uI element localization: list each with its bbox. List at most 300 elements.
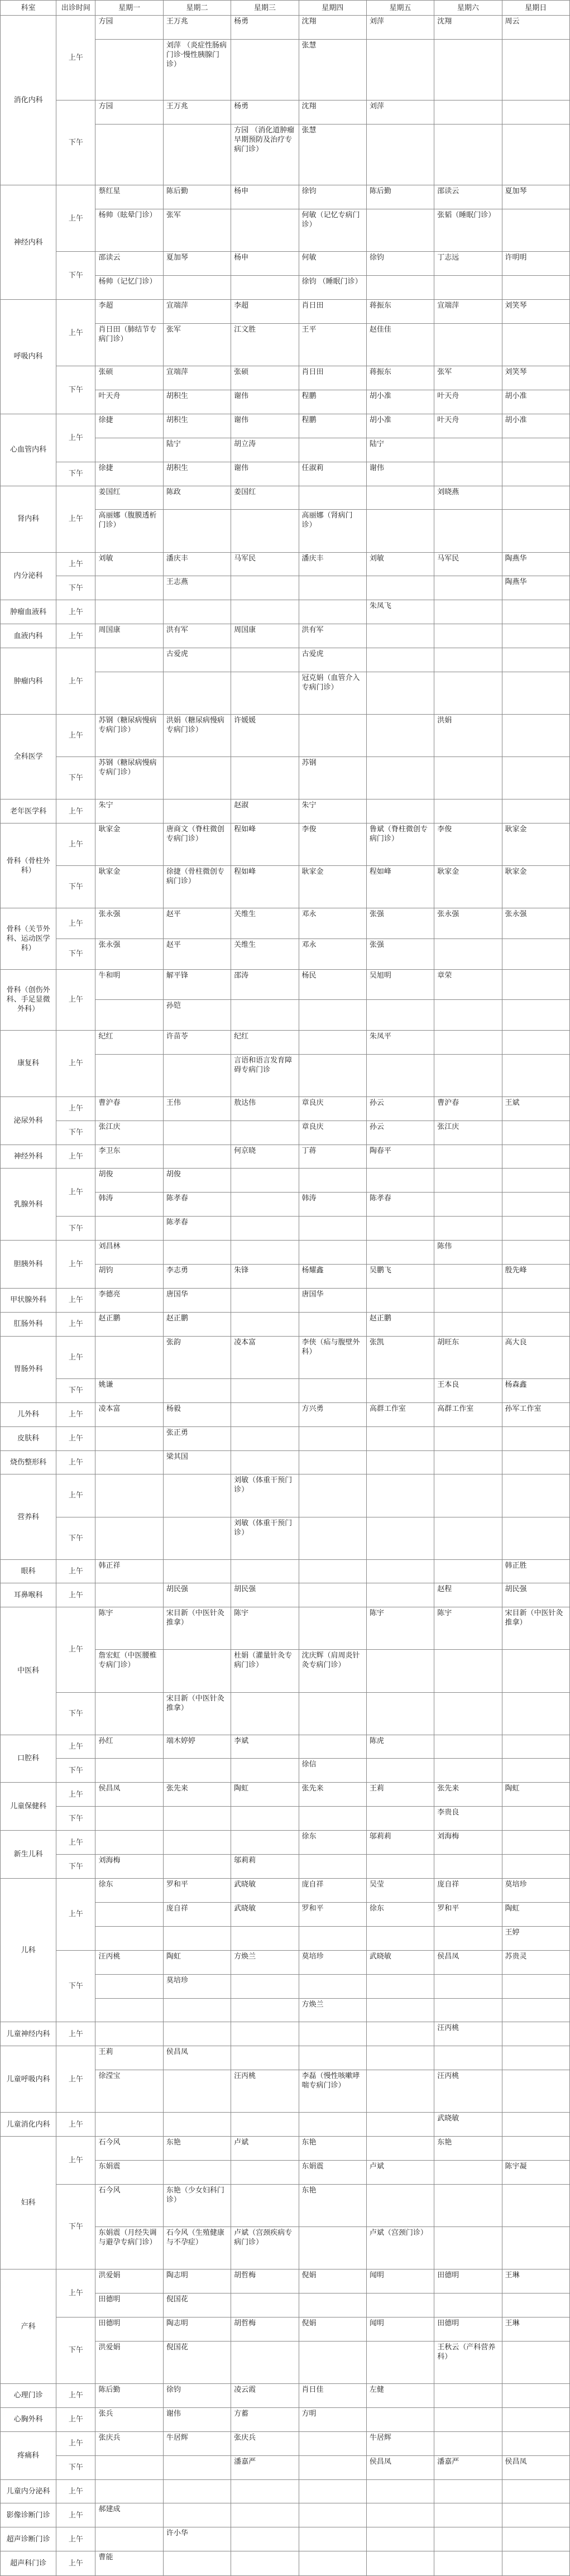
doctor-cell: 东娟震（月经失调与避孕专病门诊） [95, 2227, 163, 2269]
doctor-cell: 陶虹 [502, 1783, 569, 1807]
doctor-cell: 洪爱娟 [95, 2269, 163, 2293]
doctor-cell: 宣端萍 [434, 300, 502, 324]
doctor-cell: 曹能 [95, 2551, 163, 2576]
doctor-cell [299, 715, 366, 757]
doctor-cell: 牛和明 [95, 969, 163, 1000]
department-name: 康复科 [1, 1030, 56, 1097]
session-period: 下午 [56, 1217, 95, 1241]
doctor-cell: 张先来 [163, 1783, 231, 1807]
doctor-cell: 张兵 [95, 2407, 163, 2431]
doctor-cell: 王莉 [366, 1783, 434, 1807]
session-period: 下午 [56, 462, 95, 486]
doctor-cell [366, 1974, 434, 1998]
session-period: 下午 [56, 1807, 95, 1831]
table-row [1, 1607, 570, 1650]
department-name: 产科 [1, 2269, 56, 2384]
table-row [1, 2551, 570, 2576]
doctor-cell: 卢斌 [231, 2137, 299, 2161]
doctor-cell [231, 1312, 299, 1336]
doctor-cell: 殷先峰 [502, 1265, 569, 1289]
table-row [1, 624, 570, 648]
doctor-cell [95, 1450, 163, 1474]
doctor-cell [434, 276, 502, 300]
doctor-cell: 耿家金 [95, 866, 163, 908]
doctor-cell: 洪爱娟 [95, 2341, 163, 2383]
doctor-cell [231, 2185, 299, 2227]
header-tuesday: 星期二 [163, 1, 231, 16]
department-name: 全科医学 [1, 715, 56, 799]
doctor-cell [502, 2137, 569, 2161]
doctor-cell [502, 1217, 569, 1241]
doctor-cell [434, 1650, 502, 1692]
table-row [1, 2113, 570, 2137]
doctor-cell: 胡民强 [231, 1583, 299, 1607]
doctor-cell: 叶天舟 [95, 390, 163, 414]
doctor-cell [434, 1265, 502, 1289]
table-row [1, 1402, 570, 1426]
doctor-cell: 卢斌（宫颈门诊） [366, 2227, 434, 2269]
doctor-cell [95, 648, 163, 672]
doctor-cell: 郝建成 [95, 2503, 163, 2527]
doctor-cell: 王万兆 [163, 16, 231, 40]
doctor-cell [502, 939, 569, 969]
doctor-cell [502, 2479, 569, 2503]
table-row [1, 1950, 570, 1974]
doctor-cell [434, 2431, 502, 2455]
doctor-cell: 张慧 [299, 125, 366, 185]
doctor-cell: 田德明 [95, 2293, 163, 2318]
doctor-cell [434, 1559, 502, 1583]
department-name: 甲状腺外科 [1, 1288, 56, 1312]
session-period: 上午 [56, 823, 95, 866]
doctor-cell [434, 1735, 502, 1759]
doctor-cell [95, 2479, 163, 2503]
table-row [1, 185, 570, 209]
department-name: 新生儿科 [1, 1831, 56, 1879]
doctor-cell [502, 1517, 569, 1559]
doctor-cell: 沈翔 [299, 16, 366, 40]
doctor-cell [366, 1217, 434, 1241]
doctor-cell: 刘晓燕 [434, 486, 502, 510]
doctor-cell [434, 1145, 502, 1169]
doctor-cell: 陈后勤 [95, 2383, 163, 2407]
doctor-cell [502, 2293, 569, 2318]
session-period: 上午 [56, 1288, 95, 1312]
doctor-cell: 耿家金 [502, 866, 569, 908]
doctor-cell [163, 1121, 231, 1145]
doctor-cell: 东艳 [163, 2137, 231, 2161]
doctor-cell [366, 1378, 434, 1402]
doctor-cell [434, 2503, 502, 2527]
doctor-cell [95, 2113, 163, 2137]
doctor-cell [434, 1030, 502, 1054]
doctor-cell [95, 1759, 163, 1783]
session-period: 上午 [56, 552, 95, 576]
department-name: 心血管内科 [1, 414, 56, 486]
doctor-cell [163, 2479, 231, 2503]
session-period: 下午 [56, 1950, 95, 2022]
doctor-cell [502, 1169, 569, 1193]
session-period: 上午 [56, 2113, 95, 2137]
table-row [1, 1336, 570, 1378]
doctor-cell: 潘庆丰 [163, 552, 231, 576]
doctor-cell [434, 1169, 502, 1193]
doctor-cell [95, 1426, 163, 1450]
table-row [1, 1855, 570, 1879]
session-period: 上午 [56, 799, 95, 823]
department-name: 眼科 [1, 1559, 56, 1583]
doctor-cell: 吴旭明 [366, 969, 434, 1000]
doctor-cell [231, 757, 299, 799]
department-name: 疼痛科 [1, 2431, 56, 2479]
department-name: 骨科（关节外科、运动医学科） [1, 908, 56, 969]
doctor-cell [366, 2503, 434, 2527]
doctor-cell: 张军 [163, 323, 231, 366]
department-name: 儿童保健科 [1, 1783, 56, 1831]
doctor-cell [95, 1054, 163, 1097]
doctor-cell [434, 510, 502, 552]
doctor-cell [163, 2070, 231, 2113]
session-period: 上午 [56, 1831, 95, 1855]
doctor-cell: 古爱虎 [163, 648, 231, 672]
doctor-cell [502, 2046, 569, 2070]
doctor-cell: 邓永 [299, 908, 366, 939]
doctor-cell: 张凯 [366, 1336, 434, 1378]
session-period: 下午 [56, 757, 95, 799]
doctor-cell: 庞自祥 [163, 1902, 231, 1926]
session-period: 上午 [56, 414, 95, 462]
doctor-cell [502, 1145, 569, 1169]
table-row [1, 969, 570, 1000]
doctor-cell: 章荣 [434, 969, 502, 1000]
table-row [1, 908, 570, 939]
doctor-cell [299, 438, 366, 462]
doctor-cell: 陈宇 [434, 1607, 502, 1650]
doctor-cell: 杜娟（灌量针灸专病门诊） [231, 1650, 299, 1692]
session-period: 上午 [56, 2383, 95, 2407]
doctor-cell [366, 2022, 434, 2046]
doctor-cell [502, 1312, 569, 1336]
doctor-cell: 曹沪春 [95, 1097, 163, 1121]
table-row [1, 462, 570, 486]
doctor-cell [502, 1974, 569, 1998]
doctor-cell [502, 2383, 569, 2407]
doctor-cell: 耿家金 [434, 866, 502, 908]
doctor-cell: 叶天舟 [434, 390, 502, 414]
doctor-cell [299, 2293, 366, 2318]
doctor-cell: 蒋振东 [366, 366, 434, 390]
doctor-cell: 武晓敏 [366, 1950, 434, 1974]
doctor-cell [231, 1974, 299, 1998]
doctor-cell: 罗和平 [434, 1902, 502, 1926]
doctor-cell [299, 1926, 366, 1950]
session-period: 上午 [56, 624, 95, 648]
doctor-cell: 闻明 [366, 2317, 434, 2341]
doctor-cell [434, 125, 502, 185]
doctor-cell [502, 1998, 569, 2022]
doctor-cell: 高丽娜（腹膜透析门诊） [95, 510, 163, 552]
doctor-cell [366, 2070, 434, 2113]
session-period: 上午 [56, 648, 95, 715]
doctor-cell [299, 1559, 366, 1583]
header-row [1, 1, 570, 16]
doctor-cell: 左健 [366, 2383, 434, 2407]
doctor-cell: 蔡红星 [95, 185, 163, 209]
doctor-cell: 谢伟 [231, 462, 299, 486]
doctor-cell [163, 2113, 231, 2137]
doctor-cell: 赵程 [434, 1583, 502, 1607]
table-row [1, 486, 570, 510]
doctor-cell: 程鹏 [299, 414, 366, 438]
session-period: 上午 [56, 2022, 95, 2046]
doctor-cell: 武晓敏 [434, 2113, 502, 2137]
doctor-cell [163, 1831, 231, 1855]
doctor-cell [95, 1336, 163, 1378]
session-period: 下午 [56, 1855, 95, 1879]
doctor-cell: 韩正胜 [502, 1559, 569, 1583]
doctor-cell [299, 1000, 366, 1031]
doctor-cell [231, 672, 299, 715]
session-period: 下午 [56, 1121, 95, 1145]
doctor-cell [434, 2185, 502, 2227]
doctor-cell [163, 2551, 231, 2576]
doctor-cell: 方蓄 [231, 2407, 299, 2431]
doctor-cell: 许明明 [502, 252, 569, 276]
doctor-cell [95, 1217, 163, 1241]
doctor-cell: 关维生 [231, 908, 299, 939]
doctor-cell [231, 2503, 299, 2527]
session-period: 下午 [56, 2185, 95, 2269]
doctor-cell [434, 1054, 502, 1097]
department-name: 儿童消化内科 [1, 2113, 56, 2137]
table-row [1, 1145, 570, 1169]
session-period: 下午 [56, 1692, 95, 1735]
table-row [1, 2383, 570, 2407]
doctor-cell [95, 438, 163, 462]
session-period: 下午 [56, 2317, 95, 2383]
doctor-cell: 陶虹 [231, 1783, 299, 1807]
doctor-cell [502, 715, 569, 757]
doctor-cell [434, 1312, 502, 1336]
doctor-cell: 江文胜 [231, 323, 299, 366]
doctor-cell: 王莉 [95, 2046, 163, 2070]
session-period: 上午 [56, 1735, 95, 1759]
doctor-cell: 程如峰 [366, 866, 434, 908]
doctor-cell [95, 1831, 163, 1855]
doctor-cell: 耿家金 [95, 823, 163, 866]
doctor-cell: 庞自祥 [299, 1879, 366, 1903]
doctor-cell: 张先来 [434, 1783, 502, 1807]
session-period: 上午 [56, 1583, 95, 1607]
doctor-cell [299, 2479, 366, 2503]
doctor-cell: 李俊 [299, 823, 366, 866]
doctor-cell: 朱宁 [299, 799, 366, 823]
doctor-cell: 王斌 [502, 1097, 569, 1121]
table-row [1, 300, 570, 324]
table-row [1, 1426, 570, 1450]
doctor-cell [299, 1735, 366, 1759]
doctor-cell [299, 1054, 366, 1097]
session-period: 下午 [56, 576, 95, 600]
doctor-cell [299, 1169, 366, 1193]
doctor-cell: 张韵 [163, 1336, 231, 1378]
table-row [1, 2407, 570, 2431]
doctor-cell [299, 2455, 366, 2479]
header-time: 出诊时间 [56, 1, 95, 16]
doctor-cell [502, 757, 569, 799]
doctor-cell: 苏钢 [299, 757, 366, 799]
doctor-cell: 谢伟 [163, 2407, 231, 2431]
doctor-cell: 方焕兰 [299, 1998, 366, 2022]
doctor-cell [299, 576, 366, 600]
doctor-cell [502, 2022, 569, 2046]
session-period: 上午 [56, 486, 95, 552]
doctor-cell [502, 672, 569, 715]
doctor-cell: 唐国华 [163, 1288, 231, 1312]
department-name: 消化内科 [1, 16, 56, 185]
doctor-cell [163, 1759, 231, 1783]
doctor-cell [163, 1926, 231, 1950]
doctor-cell [163, 1517, 231, 1559]
doctor-cell: 洪有军 [163, 624, 231, 648]
table-row [1, 1097, 570, 1121]
doctor-cell [366, 1759, 434, 1783]
session-period: 上午 [56, 1169, 95, 1217]
doctor-cell [366, 1450, 434, 1474]
doctor-cell [231, 2479, 299, 2503]
doctor-cell: 宋目新（中医针灸推拿） [163, 1607, 231, 1650]
doctor-cell: 方兴勇 [299, 1402, 366, 1426]
department-name: 胆胰外科 [1, 1241, 56, 1289]
doctor-cell: 王志燕 [163, 576, 231, 600]
doctor-cell: 张韬（睡眠门诊） [434, 209, 502, 252]
table-row [1, 1288, 570, 1312]
doctor-cell: 洪娟 [434, 715, 502, 757]
doctor-cell [434, 799, 502, 823]
doctor-cell [95, 1000, 163, 1031]
header-saturday: 星期六 [434, 1, 502, 16]
doctor-cell: 唐国华 [299, 1288, 366, 1312]
doctor-cell: 莫培珍 [502, 1879, 569, 1903]
doctor-cell: 宋目新（中医针灸推拿） [502, 1607, 569, 1650]
doctor-cell: 赵正鹏 [95, 1312, 163, 1336]
doctor-cell: 倪娟 [299, 2317, 366, 2341]
doctor-cell [231, 1217, 299, 1241]
doctor-cell [163, 2022, 231, 2046]
doctor-cell [434, 2161, 502, 2185]
doctor-cell [434, 1426, 502, 1450]
doctor-cell: 罗和平 [299, 1902, 366, 1926]
doctor-cell: 谢伟 [366, 462, 434, 486]
doctor-cell: 章良庆 [299, 1097, 366, 1121]
doctor-cell [366, 1807, 434, 1831]
session-period: 上午 [56, 1145, 95, 1169]
session-period: 上午 [56, 2046, 95, 2113]
doctor-cell: 徐信 [299, 1759, 366, 1783]
session-period: 上午 [56, 1559, 95, 1583]
doctor-cell: 胡小准 [502, 390, 569, 414]
doctor-cell: 潘庆丰 [299, 552, 366, 576]
doctor-cell [434, 438, 502, 462]
doctor-cell [434, 648, 502, 672]
doctor-cell: 王秋云（产科营养科） [434, 2341, 502, 2383]
doctor-cell: 程鹏 [299, 390, 366, 414]
doctor-cell: 武晓敏 [231, 1902, 299, 1926]
doctor-cell: 徐东 [366, 1902, 434, 1926]
doctor-cell [502, 2551, 569, 2576]
doctor-cell: 苏贵灵 [502, 1950, 569, 1974]
table-row [1, 1879, 570, 1903]
doctor-cell: 方园 [95, 100, 163, 125]
doctor-cell [366, 486, 434, 510]
doctor-cell [231, 276, 299, 300]
doctor-cell: 刘笑琴 [502, 300, 569, 324]
doctor-cell: 古爱虎 [299, 648, 366, 672]
session-period: 上午 [56, 1097, 95, 1121]
doctor-cell: 徐捷 [95, 462, 163, 486]
session-period: 下午 [56, 252, 95, 300]
doctor-cell: 许小华 [163, 2527, 231, 2551]
doctor-cell [231, 2527, 299, 2551]
doctor-cell: 陈孝春 [366, 1193, 434, 1217]
table-row [1, 600, 570, 624]
doctor-cell [299, 2503, 366, 2527]
doctor-cell [366, 1474, 434, 1517]
doctor-cell: 陈宇 [231, 1607, 299, 1650]
doctor-cell [502, 600, 569, 624]
doctor-cell: 陈伟 [434, 1241, 502, 1265]
doctor-cell [95, 1998, 163, 2022]
doctor-cell [502, 2503, 569, 2527]
doctor-cell: 陶志明 [163, 2269, 231, 2293]
doctor-cell: 孙红 [95, 1735, 163, 1759]
doctor-cell: 徐捷 [95, 414, 163, 438]
doctor-cell [502, 624, 569, 648]
doctor-cell: 丁蒋 [299, 1145, 366, 1169]
doctor-cell [502, 1855, 569, 1879]
doctor-cell: 许苗苓 [163, 1030, 231, 1054]
doctor-cell [434, 39, 502, 100]
department-name: 肿瘤内科 [1, 648, 56, 715]
doctor-cell [502, 276, 569, 300]
doctor-cell [434, 1193, 502, 1217]
doctor-cell [231, 2046, 299, 2070]
doctor-cell: 孙云 [366, 1121, 434, 1145]
table-row [1, 2527, 570, 2551]
doctor-cell: 田德明 [434, 2317, 502, 2341]
doctor-cell [366, 1426, 434, 1450]
doctor-cell [95, 1902, 163, 1926]
doctor-cell: 胡旺东 [434, 1336, 502, 1378]
table-row [1, 1692, 570, 1735]
doctor-cell [366, 576, 434, 600]
department-name: 口腔科 [1, 1735, 56, 1783]
table-row [1, 1378, 570, 1402]
doctor-cell: 王本良 [434, 1378, 502, 1402]
department-name: 妇科 [1, 2137, 56, 2269]
doctor-cell: 陈虎 [366, 1735, 434, 1759]
doctor-cell [502, 1735, 569, 1759]
doctor-cell: 刘敏（体重干预门诊） [231, 1517, 299, 1559]
doctor-cell [502, 969, 569, 1000]
doctor-cell: 夏加琴 [502, 185, 569, 209]
doctor-cell [434, 1926, 502, 1950]
doctor-cell: 凌本富 [95, 1402, 163, 1426]
doctor-cell: 凌云霞 [231, 2383, 299, 2407]
doctor-cell [299, 1607, 366, 1650]
header-wednesday: 星期三 [231, 1, 299, 16]
doctor-cell: 王婷 [502, 1926, 569, 1950]
